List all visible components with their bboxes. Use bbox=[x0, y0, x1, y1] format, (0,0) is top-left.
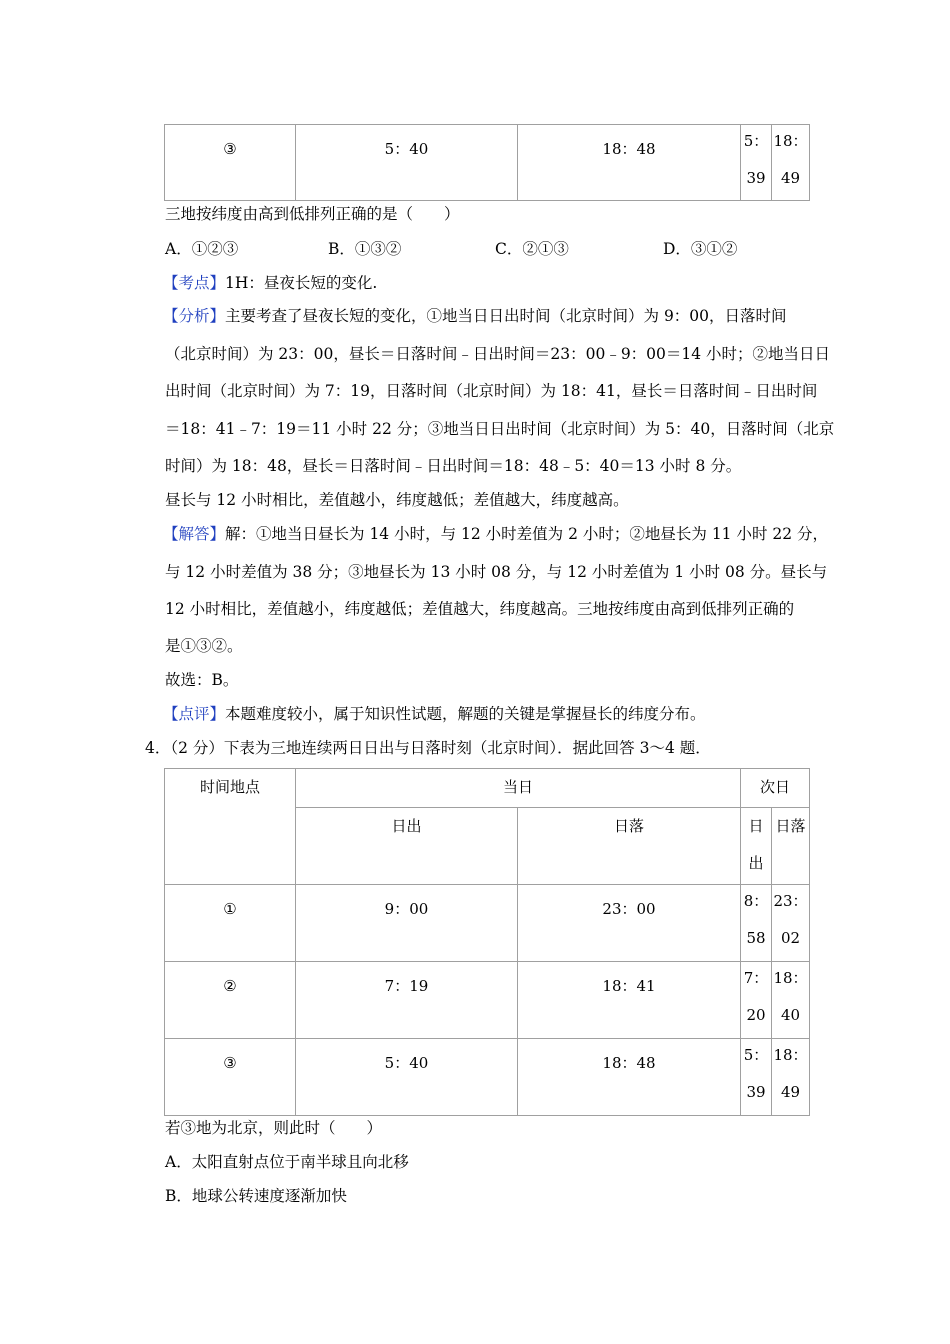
sunrise-sunset-table bbox=[164, 768, 810, 1116]
table-cell-next-rise: 7： 20 bbox=[741, 962, 772, 1039]
jieda-tag: 【解答】 bbox=[163, 525, 226, 543]
table-row bbox=[165, 1039, 810, 1116]
header-place: 时间地点 bbox=[165, 769, 296, 885]
fenxi-line-2: （北京时间）为 23：00，昼长＝日落时间﹣日出时间＝23：00﹣9：00＝14 小时；②地当日日 bbox=[165, 345, 831, 363]
fenxi-line-1: 【分析】主要考查了昼夜长短的变化，①地当日日出时间（北京时间）为 9：00，日落时间 bbox=[163, 307, 787, 325]
table-cell-place: ③ bbox=[165, 125, 296, 201]
table-row bbox=[165, 962, 810, 1039]
fenxi-tag: 【分析】 bbox=[163, 307, 226, 325]
table-cell-place: ② bbox=[165, 962, 296, 1039]
table-cell-next-set: 18： 40 bbox=[772, 962, 810, 1039]
header-rise: 日出 bbox=[296, 808, 518, 885]
table-cell-place: ① bbox=[165, 885, 296, 962]
top-table bbox=[164, 124, 810, 201]
table-cell-next-rise: 5： 39 bbox=[741, 125, 772, 201]
kaodian-text: 1H：昼夜长短的变化. bbox=[225, 274, 378, 292]
table-cell-next-set: 18： 49 bbox=[772, 1039, 810, 1116]
dianping bbox=[163, 704, 706, 724]
q4-question: 若③地为北京，则此时（ ） bbox=[165, 1119, 383, 1137]
table-cell-rise: 7：19 bbox=[296, 962, 518, 1039]
table-cell-set: 23：00 bbox=[518, 885, 741, 962]
q4-option-b[interactable]: B．地球公转速度逐渐加快 bbox=[165, 1187, 347, 1205]
table-row bbox=[165, 885, 810, 962]
table-cell-next-set: 23： 02 bbox=[772, 885, 810, 962]
q3-option-a[interactable]: A．①②③ bbox=[165, 240, 239, 258]
jieda-line-3: 12 小时相比，差值越小，纬度越低；差值越大，纬度越高。三地按纬度由高到低排列正确的 bbox=[165, 600, 795, 618]
table-cell-next-set: 18： 49 bbox=[772, 125, 810, 201]
jieda-line-2: 与 12 小时差值为 38 分；③地昼长为 13 小时 08 分，与 12 小时差值为 1 小时 08 分。昼长与 bbox=[165, 563, 828, 581]
q3-option-b[interactable]: B．①③② bbox=[328, 240, 402, 258]
dianping-tag: 【点评】 bbox=[163, 705, 226, 723]
q3-answer: 故选：B。 bbox=[165, 671, 239, 689]
q3-option-c[interactable]: C．②①③ bbox=[495, 240, 569, 258]
header-set: 日落 bbox=[518, 808, 741, 885]
header-next-set: 日落 bbox=[772, 808, 810, 885]
jieda-line-1: 【解答】解：①地当日昼长为 14 小时，与 12 小时差值为 2 小时；②地昼长为 11 小时 22 分， bbox=[163, 525, 829, 543]
table-cell-next-rise: 5： 39 bbox=[741, 1039, 772, 1116]
table-cell-set: 18：41 bbox=[518, 962, 741, 1039]
kaodian bbox=[163, 273, 377, 293]
header-next: 次日 bbox=[741, 769, 810, 808]
q4-stem-text: （2 分）下表为三地连续两日日出与日落时刻（北京时间）．据此回答 3～4 题． bbox=[170, 739, 711, 757]
fenxi-line-3: 出时间（北京时间）为 7：19，日落时间（北京时间）为 18：41，昼长＝日落时间﹣日出时间 bbox=[165, 382, 818, 400]
q4-stem bbox=[145, 738, 711, 758]
table-cell-rise: 5：40 bbox=[296, 1039, 518, 1116]
table-cell-rise: 9：00 bbox=[296, 885, 518, 962]
table-cell-set: 18：48 bbox=[518, 125, 741, 201]
table-cell-rise: 5：40 bbox=[296, 125, 518, 201]
table-cell-next-rise: 8： 58 bbox=[741, 885, 772, 962]
dianping-text: 本题难度较小，属于知识性试题，解题的关键是掌握昼长的纬度分布。 bbox=[225, 705, 706, 723]
header-today: 当日 bbox=[296, 769, 741, 808]
header-next-rise: 日 出 bbox=[741, 808, 772, 885]
table-cell-set: 18：48 bbox=[518, 1039, 741, 1116]
kaodian-tag: 【考点】 bbox=[163, 274, 226, 292]
fenxi-line-5: 时间）为 18：48，昼长＝日落时间﹣日出时间＝18：48﹣5：40＝13 小时 8 分。 bbox=[165, 457, 742, 475]
q3-option-d[interactable]: D．③①② bbox=[663, 240, 738, 258]
fenxi-line-6: 昼长与 12 小时相比，差值越小，纬度越低；差值越大，纬度越高。 bbox=[165, 491, 629, 509]
q3-question: 三地按纬度由高到低排列正确的是（ ） bbox=[165, 205, 460, 223]
q4-number: 4． bbox=[145, 739, 171, 757]
jieda-line-4: 是①③②。 bbox=[165, 637, 243, 655]
q4-option-a[interactable]: A．太阳直射点位于南半球且向北移 bbox=[165, 1153, 409, 1171]
table-cell-place: ③ bbox=[165, 1039, 296, 1116]
fenxi-line-4: ＝18：41﹣7：19＝11 小时 22 分；③地当日日出时间（北京时间）为 5：40，日落时间（北京 bbox=[165, 420, 835, 438]
